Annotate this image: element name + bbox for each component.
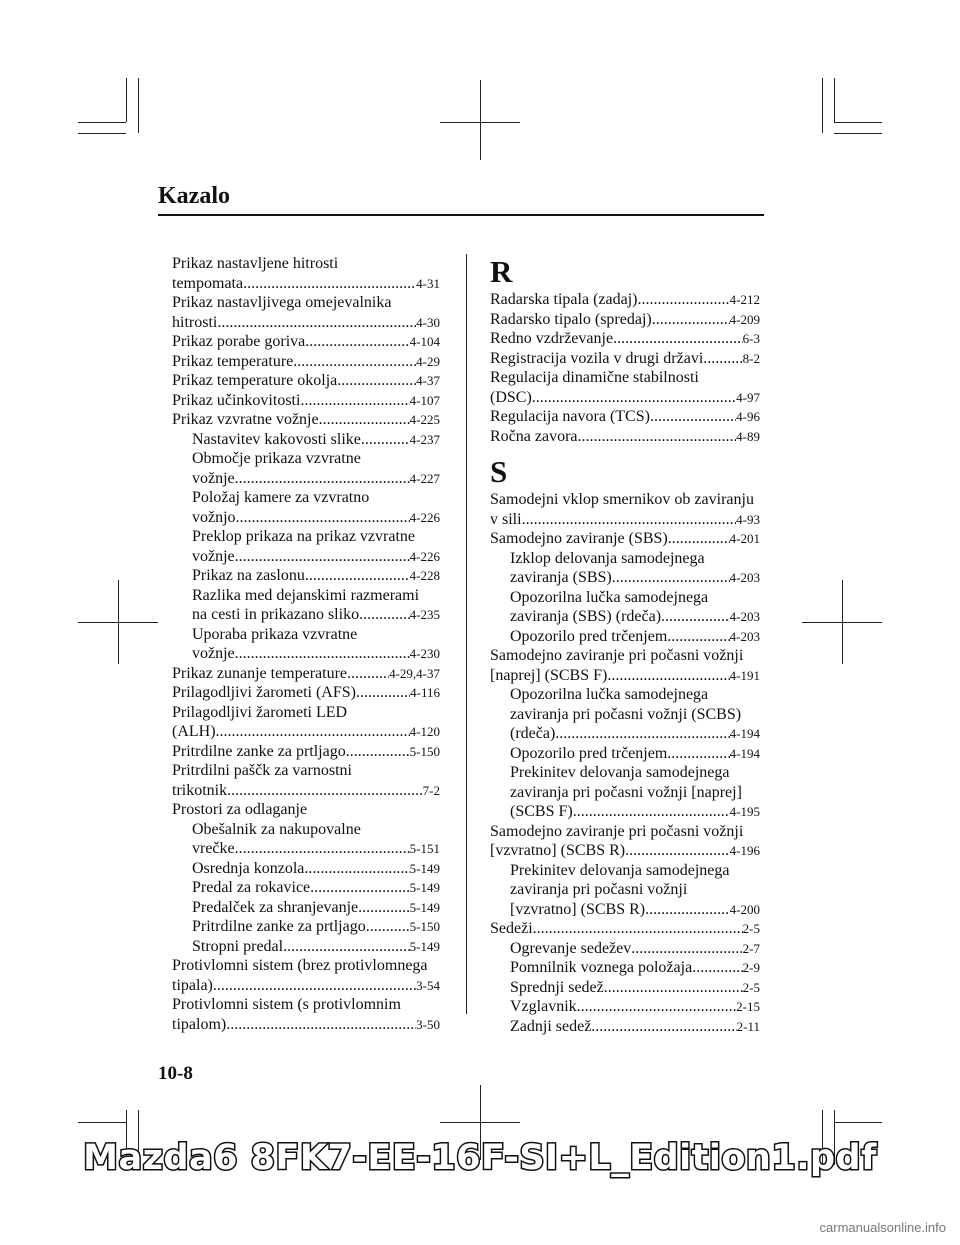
index-entry bbox=[172, 976, 440, 996]
index-entry bbox=[490, 841, 760, 861]
index-entry-page: 8-2 bbox=[742, 350, 760, 366]
dot-leader bbox=[652, 310, 730, 330]
index-entry bbox=[172, 391, 440, 411]
index-entry-text: Regulacija navora (TCS) bbox=[490, 408, 650, 425]
dot-leader bbox=[226, 1015, 416, 1035]
index-entry-text: vožnjo bbox=[192, 508, 236, 526]
index-entry bbox=[172, 313, 440, 333]
index-entry-text: (rdeča) bbox=[510, 725, 556, 742]
index-entry-page: 4-200 bbox=[729, 901, 760, 917]
index-entry-page: 4-107 bbox=[409, 392, 440, 408]
index-entry bbox=[490, 685, 760, 705]
index-entry bbox=[490, 958, 760, 978]
index-entry-text: Samodejni vklop smernikov ob zaviranju bbox=[490, 491, 754, 508]
dot-leader bbox=[361, 430, 410, 450]
dot-leader bbox=[555, 724, 729, 744]
dot-leader bbox=[591, 1017, 736, 1037]
index-entry-text: Prikaz nastavljivega omejevalnika bbox=[172, 294, 392, 311]
dot-leader bbox=[366, 917, 410, 937]
header-rule bbox=[158, 214, 764, 216]
index-entry bbox=[172, 703, 440, 723]
index-entry-text: Prikaz temperature bbox=[172, 352, 294, 370]
dot-leader bbox=[319, 410, 410, 430]
index-entry bbox=[490, 744, 760, 764]
dot-leader bbox=[578, 427, 737, 447]
index-entry-text: zaviranja (SBS) bbox=[510, 569, 612, 586]
dot-leader bbox=[631, 939, 742, 959]
index-entry-text: (ALH) bbox=[172, 723, 216, 740]
index-entry-text: na cesti in prikazano sliko bbox=[192, 606, 360, 623]
dot-leader bbox=[359, 605, 410, 625]
index-entry-text: Zadnji sedež bbox=[510, 1017, 592, 1035]
dot-leader bbox=[347, 664, 389, 684]
index-entry-text: Pritrdilni paščk za varnostni bbox=[172, 762, 352, 779]
index-entry bbox=[490, 724, 760, 744]
page-number: 10-8 bbox=[158, 1063, 193, 1084]
index-entry bbox=[490, 822, 760, 842]
crop-mark bbox=[834, 78, 835, 122]
dot-leader bbox=[235, 547, 410, 567]
index-entry bbox=[172, 644, 440, 664]
dot-leader bbox=[236, 508, 410, 528]
index-entry bbox=[490, 368, 760, 388]
index-entry-page: 4-30 bbox=[416, 314, 440, 330]
index-entry-text: Prikaz temperature okolja bbox=[172, 372, 338, 389]
dot-leader bbox=[356, 683, 410, 703]
section-r-entries bbox=[490, 290, 760, 446]
index-entry bbox=[172, 527, 440, 547]
dot-leader bbox=[607, 666, 729, 686]
dot-leader bbox=[235, 644, 410, 664]
index-entry bbox=[172, 469, 440, 489]
index-entry-text: Prilagodljivi žarometi (AFS) bbox=[172, 684, 356, 701]
dot-leader bbox=[661, 607, 730, 627]
index-column-right bbox=[490, 254, 760, 1036]
dot-leader bbox=[604, 978, 743, 998]
index-entry-page: 5-149 bbox=[409, 938, 440, 954]
index-entry bbox=[172, 625, 440, 645]
index-entry-text: vožnje bbox=[192, 547, 235, 565]
index-entry bbox=[172, 664, 440, 684]
index-entry-page: 4-196 bbox=[729, 843, 760, 858]
index-entry-page: 5-150 bbox=[409, 919, 440, 934]
crop-mark bbox=[834, 1122, 882, 1123]
index-entry-text: Samodejno zaviranje pri počasni vožnji bbox=[490, 822, 744, 840]
index-entry bbox=[490, 802, 760, 822]
dot-leader bbox=[522, 510, 737, 530]
index-entry bbox=[172, 683, 440, 703]
index-entry-text: Prikaz na zaslonu bbox=[192, 567, 305, 584]
index-entry bbox=[172, 547, 440, 567]
index-entry-page: 2-5 bbox=[742, 979, 760, 995]
index-entry-page: 4-227 bbox=[409, 470, 440, 486]
index-entry bbox=[172, 859, 440, 879]
dot-leader bbox=[227, 781, 423, 801]
index-entry bbox=[490, 310, 760, 330]
index-entry bbox=[172, 956, 440, 976]
index-entry bbox=[172, 800, 440, 820]
index-entry-text: Vzglavnik bbox=[510, 998, 577, 1015]
index-entry-text: tipalom) bbox=[172, 1015, 227, 1033]
site-footer: carmanualsonline.info bbox=[819, 1220, 946, 1235]
index-entry-page: 4-237 bbox=[409, 431, 440, 447]
dot-leader bbox=[217, 313, 416, 333]
index-entry-text: (DSC) bbox=[490, 388, 532, 406]
dot-leader bbox=[625, 841, 730, 861]
index-entry-text: Obešalnik za nakupovalne bbox=[192, 820, 361, 838]
dot-leader bbox=[235, 839, 410, 859]
crop-mark bbox=[118, 580, 119, 664]
index-entry-page: 4-194 bbox=[729, 745, 760, 761]
dot-leader bbox=[358, 898, 410, 918]
index-entry-text: Sprednji sedež bbox=[510, 978, 604, 996]
index-entry bbox=[490, 646, 760, 666]
crop-mark bbox=[78, 133, 126, 134]
index-entry-page: 4-230 bbox=[409, 646, 440, 661]
index-entry-page: 4-235 bbox=[409, 607, 440, 622]
index-entry-text: Ročna zavora bbox=[490, 427, 578, 445]
index-entry bbox=[172, 722, 440, 742]
column-divider bbox=[466, 254, 467, 1014]
index-entry-page: 2-9 bbox=[742, 960, 760, 975]
dot-leader bbox=[703, 349, 742, 369]
crop-mark bbox=[78, 122, 126, 123]
index-entry-text: Regulacija dinamične stabilnosti bbox=[490, 369, 699, 386]
dot-leader bbox=[213, 976, 416, 996]
crop-mark bbox=[138, 78, 139, 133]
index-entry-text: Predalček za shranjevanje bbox=[192, 898, 359, 916]
index-entry bbox=[172, 937, 440, 957]
index-entry bbox=[172, 566, 440, 586]
index-entry-text: zaviranja pri počasni vožnji bbox=[510, 881, 688, 898]
index-entry-page: 4-37 bbox=[416, 373, 440, 388]
index-entry bbox=[490, 900, 760, 920]
index-entry bbox=[172, 410, 440, 430]
index-entry bbox=[172, 488, 440, 508]
index-entry bbox=[490, 290, 760, 310]
index-entry-text: Položaj kamere za vzvratno bbox=[192, 489, 370, 506]
index-entry-page: 2-15 bbox=[736, 999, 760, 1014]
index-column-left bbox=[172, 254, 440, 1034]
index-entry-text: Uporaba prikaza vzvratne bbox=[192, 625, 358, 643]
index-entry bbox=[172, 449, 440, 469]
index-entry-text: v sili bbox=[490, 510, 522, 528]
dot-leader bbox=[533, 919, 743, 939]
index-entry-text: Prikaz nastavljene hitrosti bbox=[172, 255, 339, 272]
index-entry bbox=[490, 763, 760, 783]
index-entry-text: Opozorilna lučka samodejnega bbox=[510, 686, 709, 703]
dot-leader bbox=[304, 859, 409, 879]
crop-mark bbox=[822, 78, 823, 133]
index-entry bbox=[172, 839, 440, 859]
index-entry-text: Predal za rokavice bbox=[192, 879, 311, 896]
index-entry bbox=[172, 254, 440, 274]
index-entry-page: 4-97 bbox=[736, 389, 760, 405]
section-letter-r: R bbox=[490, 254, 513, 289]
section-s-entries bbox=[490, 490, 760, 1036]
index-entry-text: [vzvratno] (SCBS R) bbox=[510, 900, 646, 918]
dot-leader bbox=[650, 407, 736, 427]
index-entry-page: 2-5 bbox=[742, 921, 760, 936]
index-entry-page: 4-209 bbox=[729, 311, 760, 327]
index-entry bbox=[490, 549, 760, 569]
index-entry bbox=[490, 529, 760, 549]
index-entry bbox=[172, 430, 440, 450]
index-entry bbox=[490, 349, 760, 369]
dot-leader bbox=[668, 529, 730, 549]
index-entry bbox=[172, 995, 440, 1015]
index-entry-text: hitrosti bbox=[172, 313, 218, 331]
dot-leader bbox=[637, 290, 729, 310]
index-entry bbox=[172, 274, 440, 294]
index-entry-text: zaviranja pri počasni vožnji (SCBS) bbox=[510, 705, 742, 723]
dot-leader bbox=[300, 391, 409, 411]
index-entry bbox=[490, 997, 760, 1017]
dot-leader bbox=[573, 802, 730, 822]
index-entry bbox=[172, 371, 440, 391]
index-entry-text: Prikaz učinkovitosti bbox=[172, 391, 301, 409]
index-entry-page: 4-195 bbox=[729, 804, 760, 819]
index-entry bbox=[172, 898, 440, 918]
index-entry-text: Pomnilnik voznega položaja bbox=[510, 959, 693, 976]
index-entry-page: 4-191 bbox=[729, 667, 760, 683]
index-entry-text: Ogrevanje sedežev bbox=[510, 939, 632, 957]
index-entry bbox=[172, 352, 440, 372]
index-entry-page: 7-2 bbox=[422, 782, 440, 798]
index-entry-page: 6-3 bbox=[742, 331, 760, 346]
index-entry-page: 4-225 bbox=[409, 412, 440, 427]
index-entry-text: Radarska tipala (zadaj) bbox=[490, 291, 638, 308]
index-entry-text: Opozorilna lučka samodejnega bbox=[510, 588, 709, 606]
crop-mark bbox=[480, 80, 481, 160]
index-entry-text: Samodejno zaviranje pri počasni vožnji bbox=[490, 647, 744, 664]
index-entry bbox=[172, 781, 440, 801]
index-entry-page: 4-29,4-37 bbox=[389, 665, 440, 681]
index-entry-page: 4-203 bbox=[729, 570, 760, 585]
dot-leader bbox=[305, 332, 409, 352]
dot-leader bbox=[346, 742, 410, 762]
index-entry-page: 3-50 bbox=[416, 1016, 440, 1032]
index-entry-text: zaviranja pri počasni vožnji [naprej] bbox=[510, 783, 742, 801]
index-entry bbox=[490, 666, 760, 686]
index-entry-text: Redno vzdrževanje bbox=[490, 330, 614, 347]
index-entry bbox=[490, 783, 760, 803]
index-entry-page: 5-151 bbox=[409, 841, 440, 856]
index-entry-text: Prikaz zunanje temperature bbox=[172, 664, 348, 682]
dot-leader bbox=[612, 568, 730, 588]
dot-leader bbox=[216, 722, 410, 742]
index-entry-page: 4-104 bbox=[409, 334, 440, 349]
crop-mark bbox=[842, 580, 843, 664]
index-entry bbox=[490, 607, 760, 627]
index-entry-text: zaviranja (SBS) (rdeča) bbox=[510, 608, 662, 625]
index-entry bbox=[172, 742, 440, 762]
index-entry-page: 4-93 bbox=[736, 511, 760, 527]
index-entry bbox=[490, 407, 760, 427]
index-entry-text: Protivlomni sistem (brez protivlomnega bbox=[172, 957, 428, 974]
index-entry-text: Opozorilo pred trčenjem bbox=[510, 627, 668, 645]
index-entry bbox=[490, 705, 760, 725]
index-entry bbox=[172, 761, 440, 781]
dot-leader bbox=[305, 566, 410, 586]
index-entry bbox=[172, 605, 440, 625]
index-entry bbox=[172, 332, 440, 352]
index-entry bbox=[490, 510, 760, 530]
page-title: Kazalo bbox=[158, 183, 230, 209]
index-entry-page: 4-203 bbox=[729, 628, 760, 644]
index-entry bbox=[490, 568, 760, 588]
index-entry-text: Preklop prikaza na prikaz vzvratne bbox=[192, 528, 416, 545]
index-entry-text: Samodejno zaviranje (SBS) bbox=[490, 530, 668, 547]
index-entry-page: 5-149 bbox=[409, 899, 440, 915]
index-entry bbox=[490, 490, 760, 510]
crop-mark bbox=[834, 133, 882, 134]
dot-leader bbox=[613, 329, 743, 349]
index-entry-text: Območje prikaza vzvratne bbox=[192, 450, 361, 467]
index-entry-page: 4-31 bbox=[416, 275, 440, 291]
index-entry-page: 4-96 bbox=[736, 409, 760, 424]
index-entry-text: Opozorilo pred trčenjem bbox=[510, 744, 668, 762]
index-entry bbox=[490, 861, 760, 881]
index-entry bbox=[172, 293, 440, 313]
index-entry-page: 5-150 bbox=[409, 743, 440, 759]
index-entry-text: vrečke bbox=[192, 840, 235, 857]
index-entry bbox=[490, 880, 760, 900]
index-entry-text: Radarsko tipalo (spredaj) bbox=[490, 310, 652, 328]
index-entry-page: 4-226 bbox=[409, 548, 440, 564]
index-entry-text: Pritrdilne zanke za prtljago bbox=[172, 742, 346, 760]
index-entry bbox=[172, 917, 440, 937]
index-entry-text: [naprej] (SCBS F) bbox=[490, 666, 608, 684]
index-entry-page: 4-29 bbox=[416, 353, 440, 369]
dot-leader bbox=[577, 997, 737, 1017]
index-entry-page: 4-194 bbox=[729, 726, 760, 741]
index-entry bbox=[490, 588, 760, 608]
index-entry bbox=[172, 586, 440, 606]
index-entry-text: Osrednja konzola bbox=[192, 859, 305, 877]
index-entry-text: vožnje bbox=[192, 645, 235, 662]
section-letter-s: S bbox=[490, 454, 508, 489]
index-entry-page: 5-149 bbox=[409, 880, 440, 895]
index-entry bbox=[490, 1017, 760, 1037]
document-watermark: Mazda6 8FK7-EE-16F-SI+L_Edition1.pdf bbox=[83, 1138, 877, 1178]
index-entry-text: Prekinitev delovanja samodejnega bbox=[510, 861, 730, 879]
dot-leader bbox=[667, 744, 729, 764]
index-entry-text: Stropni predal bbox=[192, 937, 284, 955]
dot-leader bbox=[532, 388, 736, 408]
index-entry-page: 3-54 bbox=[416, 977, 440, 993]
index-entry-text: Sedeži bbox=[490, 920, 533, 937]
index-entry bbox=[172, 820, 440, 840]
crop-mark bbox=[834, 122, 882, 123]
index-entry bbox=[490, 388, 760, 408]
index-entry-text: trikotnik bbox=[172, 781, 228, 799]
index-entry-text: tempomata bbox=[172, 274, 244, 292]
dot-leader bbox=[235, 469, 410, 489]
index-entry-text: Nastavitev kakovosti slike bbox=[192, 430, 361, 448]
index-entry-text: Prekinitev delovanja samodejnega bbox=[510, 764, 730, 781]
index-entry-page: 4-120 bbox=[409, 724, 440, 739]
index-entry-text: (SCBS F) bbox=[510, 803, 573, 820]
index-entry-text: Prikaz vzvratne vožnje bbox=[172, 411, 319, 428]
dot-leader bbox=[243, 274, 416, 294]
crop-mark bbox=[78, 1122, 126, 1123]
index-entry-text: Razlika med dejanskimi razmerami bbox=[192, 586, 420, 604]
index-entry bbox=[490, 978, 760, 998]
index-entry bbox=[172, 508, 440, 528]
index-entry-page: 4-201 bbox=[729, 531, 760, 546]
index-entry-page: 4-89 bbox=[736, 428, 760, 444]
index-entry-text: vožnje bbox=[192, 469, 235, 487]
index-entry-page: 4-116 bbox=[410, 685, 440, 700]
index-entry-page: 5-149 bbox=[409, 860, 440, 876]
index-entry-text: tipala) bbox=[172, 976, 213, 994]
index-entry bbox=[490, 627, 760, 647]
index-entry-page: 4-228 bbox=[409, 568, 440, 583]
dot-leader bbox=[293, 352, 416, 372]
index-entry-page: 2-7 bbox=[742, 940, 760, 956]
index-entry-text: Protivlomni sistem (s protivlomnim bbox=[172, 996, 401, 1013]
index-entry-page: 4-226 bbox=[409, 509, 440, 525]
index-entry bbox=[172, 1015, 440, 1035]
dot-leader bbox=[692, 958, 742, 978]
crop-mark bbox=[126, 78, 127, 122]
dot-leader bbox=[310, 878, 410, 898]
dot-leader bbox=[337, 371, 416, 391]
index-entry-page: 4-203 bbox=[729, 609, 760, 624]
index-entry bbox=[490, 427, 760, 447]
dot-leader bbox=[645, 900, 730, 920]
index-entry-page: 2-11 bbox=[736, 1018, 760, 1034]
index-entry-text: Izklop delovanja samodejnega bbox=[510, 549, 705, 567]
index-entry-text: Pritrdilne zanke za prtljago bbox=[192, 918, 366, 935]
index-entry-text: Registracija vozila v drugi državi bbox=[490, 349, 704, 367]
index-entry bbox=[490, 939, 760, 959]
index-entry-page: 4-212 bbox=[729, 292, 760, 307]
index-entry-text: Prikaz porabe goriva bbox=[172, 333, 306, 350]
index-entry bbox=[172, 878, 440, 898]
index-entry-text: Prilagodljivi žarometi LED bbox=[172, 703, 348, 721]
dot-leader bbox=[667, 627, 729, 647]
dot-leader bbox=[283, 937, 410, 957]
index-entry bbox=[490, 919, 760, 939]
index-entry-text: Prostori za odlaganje bbox=[172, 801, 308, 818]
index-entry-text: [vzvratno] (SCBS R) bbox=[490, 842, 626, 859]
index-entry bbox=[490, 329, 760, 349]
